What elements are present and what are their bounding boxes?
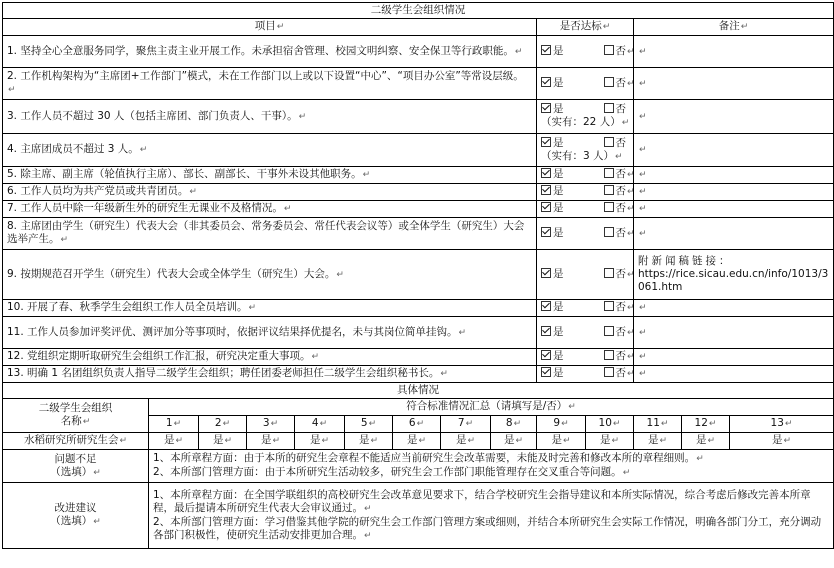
no-checkbox[interactable] — [604, 326, 614, 336]
no-checkbox[interactable] — [604, 168, 614, 178]
note-cell: ↵ — [634, 201, 834, 218]
yes-checkbox[interactable] — [541, 301, 551, 311]
no-checkbox[interactable] — [604, 367, 614, 377]
summary-header: 符合标准情况汇总（请填写是/否）↵ — [149, 399, 834, 416]
criterion-answer[interactable]: 是↵ — [199, 433, 247, 450]
criterion-number: 1↵ — [149, 416, 199, 433]
item-text: 5. 除主席、副主席（轮值执行主席）、部长、副部长、干事外未设其他职务。↵ — [3, 167, 537, 184]
table-row — [3, 300, 834, 317]
table-row — [3, 167, 834, 184]
yes-checkbox[interactable] — [541, 268, 551, 278]
status-cell: 是 否 （实有：22 人）↵ — [537, 100, 634, 134]
yes-checkbox[interactable] — [541, 350, 551, 360]
criterion-answer[interactable]: 是↵ — [586, 433, 634, 450]
col-header-status: 是否达标↵ — [537, 19, 634, 36]
status-cell: 是 否↵ — [537, 349, 634, 366]
note-cell: ↵ — [634, 134, 834, 167]
status-cell: 是 否↵ — [537, 201, 634, 218]
table-row — [3, 100, 834, 134]
yes-checkbox[interactable] — [541, 367, 551, 377]
criterion-number: 13↵ — [730, 416, 834, 433]
item-text: 1. 坚持全心全意服务同学，聚焦主责主业开展工作。未承担宿舍管理、校园文明纠察、安全保卫等行政职能。↵ — [3, 36, 537, 68]
criterion-number: 9↵ — [537, 416, 586, 433]
status-cell: 是 否 （实有：3 人）↵ — [537, 134, 634, 167]
criterion-number: 4↵ — [295, 416, 345, 433]
status-cell: 是 否↵ — [537, 366, 634, 383]
item-text: 6. 工作人员均为共产党员或共青团员。↵ — [3, 184, 537, 201]
status-cell: 是 否↵ — [537, 36, 634, 68]
no-checkbox[interactable] — [604, 185, 614, 195]
table-row — [3, 134, 834, 167]
criterion-answer[interactable]: 是↵ — [491, 433, 537, 450]
yes-checkbox[interactable] — [541, 137, 551, 147]
status-cell: 是 否↵ — [537, 317, 634, 349]
criterion-answer[interactable]: 是↵ — [393, 433, 441, 450]
note-cell: ↵ — [634, 300, 834, 317]
no-checkbox[interactable] — [604, 227, 614, 237]
org-table — [2, 2, 834, 549]
no-checkbox[interactable] — [604, 137, 614, 147]
actual-count: （实有：22 人） — [541, 116, 621, 128]
table-row — [3, 201, 834, 218]
item-text: 9. 按期规范召开学生（研究生）代表大会或全体学生（研究生）大会。↵ — [3, 250, 537, 300]
yes-checkbox[interactable] — [541, 326, 551, 336]
criterion-number: 2↵ — [199, 416, 247, 433]
status-cell: 是 否↵ — [537, 218, 634, 250]
criterion-number: 10↵ — [586, 416, 634, 433]
item-text: 3. 工作人员不超过 30 人（包括主席团、部门负责人、干事）。↵ — [3, 100, 537, 134]
table-row — [3, 317, 834, 349]
news-link[interactable]: https://rice.sicau.edu.cn/info/1013/3061.htm — [638, 268, 829, 293]
problems-label: 问题不足 （选填）↵ — [3, 450, 149, 483]
no-checkbox[interactable] — [604, 77, 614, 87]
detail-title: 具体情况 — [3, 383, 834, 399]
item-text: 12. 党组织定期听取研究生会组织工作汇报，研究决定重大事项。↵ — [3, 349, 537, 366]
yes-checkbox[interactable] — [541, 168, 551, 178]
criterion-answer[interactable]: 是↵ — [682, 433, 730, 450]
table-row — [3, 68, 834, 100]
criterion-answer[interactable]: 是↵ — [730, 433, 834, 450]
item-text: 13. 明确 1 名团组织负责人指导二级学生会组织；聘任团委老师担任二级学生会组织秘书长。↵ — [3, 366, 537, 383]
table-title: 二级学生会组织情况 — [3, 3, 834, 19]
org-name: 水稻研究所研究生会↵ — [3, 433, 149, 450]
yes-checkbox[interactable] — [541, 77, 551, 87]
org-name-header: 二级学生会组织 名称↵ — [3, 399, 149, 433]
no-checkbox[interactable] — [604, 268, 614, 278]
note-cell: ↵ — [634, 184, 834, 201]
no-checkbox[interactable] — [604, 103, 614, 113]
item-text: 11. 工作人员参加评奖评优、测评加分等事项时，依据评议结果择优提名，未与其岗位简单挂钩。↵ — [3, 317, 537, 349]
criterion-number: 12↵ — [682, 416, 730, 433]
status-cell: 是 否↵ — [537, 68, 634, 100]
criterion-answer[interactable]: 是↵ — [247, 433, 295, 450]
note-cell: ↵ — [634, 36, 834, 68]
criterion-number: 8↵ — [491, 416, 537, 433]
note-cell: ↵ — [634, 100, 834, 134]
table-row — [3, 184, 834, 201]
criterion-number: 6↵ — [393, 416, 441, 433]
col-header-note: 备注↵ — [634, 19, 834, 36]
note-cell: ↵ — [634, 317, 834, 349]
actual-count: （实有：3 人） — [541, 149, 615, 162]
item-text: 8. 主席团由学生（研究生）代表大会（非其委员会、常务委员会、常任代表会议等）或全体学生（研究生）大会选举产生。↵ — [3, 218, 537, 250]
note-cell: ↵ — [634, 366, 834, 383]
status-cell: 是 否↵ — [537, 250, 634, 300]
table-row — [3, 250, 834, 300]
table-row — [3, 349, 834, 366]
criterion-answer[interactable]: 是↵ — [634, 433, 682, 450]
answer-row — [3, 433, 834, 450]
note-cell: ↵ — [634, 349, 834, 366]
col-header-item: 项目↵ — [3, 19, 537, 36]
criterion-number: 5↵ — [345, 416, 393, 433]
suggest-label: 改进建议 （选填）↵ — [3, 483, 149, 549]
criterion-number: 3↵ — [247, 416, 295, 433]
news-link-note: 附新闻稿链接： https://rice.sicau.edu.cn/info/1013/3061.htm — [634, 250, 834, 300]
criterion-number: 11↵ — [634, 416, 682, 433]
criterion-answer[interactable]: 是↵ — [149, 433, 199, 450]
no-checkbox[interactable] — [604, 45, 614, 55]
document-page — [2, 2, 831, 566]
status-cell: 是 否↵ — [537, 300, 634, 317]
no-checkbox[interactable] — [604, 350, 614, 360]
table-row — [3, 218, 834, 250]
yes-checkbox[interactable] — [541, 202, 551, 212]
item-text: 4. 主席团成员不超过 3 人。↵ — [3, 134, 537, 167]
note-cell: ↵ — [634, 167, 834, 184]
yes-checkbox[interactable] — [541, 103, 551, 113]
criterion-answer[interactable]: 是↵ — [441, 433, 491, 450]
suggest-text[interactable]: 1、本所章程方面：在全国学联组织的高校研究生会改革意见要求下，结合学校研究生会指导建议和本所实际情况，综合考虑后修改完善本所章程，最后提请本所研究生代表大会审议通过。↵ 2、本所部门管理方面：学习借鉴其他学院的研究生会工作部门管理方案或细则，并结合本所研究生会实际工作情况，明确各部门分工，充分调动各部门积极性，使研究生活动安排更加合理。↵ — [149, 483, 834, 549]
yes-checkbox[interactable] — [541, 45, 551, 55]
criterion-answer[interactable]: 是↵ — [537, 433, 586, 450]
yes-checkbox[interactable] — [541, 185, 551, 195]
item-text: 2. 工作机构架构为“主席团+工作部门”模式，未在工作部门以上或以下设置“中心”、“项目办公室”等常设层级。↵ — [3, 68, 537, 100]
criterion-answer[interactable]: 是↵ — [295, 433, 345, 450]
note-cell: ↵ — [634, 218, 834, 250]
criterion-number: 7↵ — [441, 416, 491, 433]
item-text: 7. 工作人员中除一年级新生外的研究生无课业不及格情况。↵ — [3, 201, 537, 218]
problems-text[interactable]: 1、本所章程方面：由于本所的研究生会章程不能适应当前研究生会改革需要，未能及时完善和修改本所的章程细则。↵ 2、本所部门管理方面：由于本所研究生活动较多，研究生会工作部门职能管理存在交叉重合等问题。↵ — [149, 450, 834, 483]
table-row — [3, 366, 834, 383]
criterion-answer[interactable]: 是↵ — [345, 433, 393, 450]
item-text: 10. 开展了春、秋季学生会组织工作人员全员培训。↵ — [3, 300, 537, 317]
no-checkbox[interactable] — [604, 202, 614, 212]
no-checkbox[interactable] — [604, 301, 614, 311]
yes-checkbox[interactable] — [541, 227, 551, 237]
table-row — [3, 36, 834, 68]
status-cell: 是 否↵ — [537, 167, 634, 184]
status-cell: 是 否↵ — [537, 184, 634, 201]
note-cell: ↵ — [634, 68, 834, 100]
